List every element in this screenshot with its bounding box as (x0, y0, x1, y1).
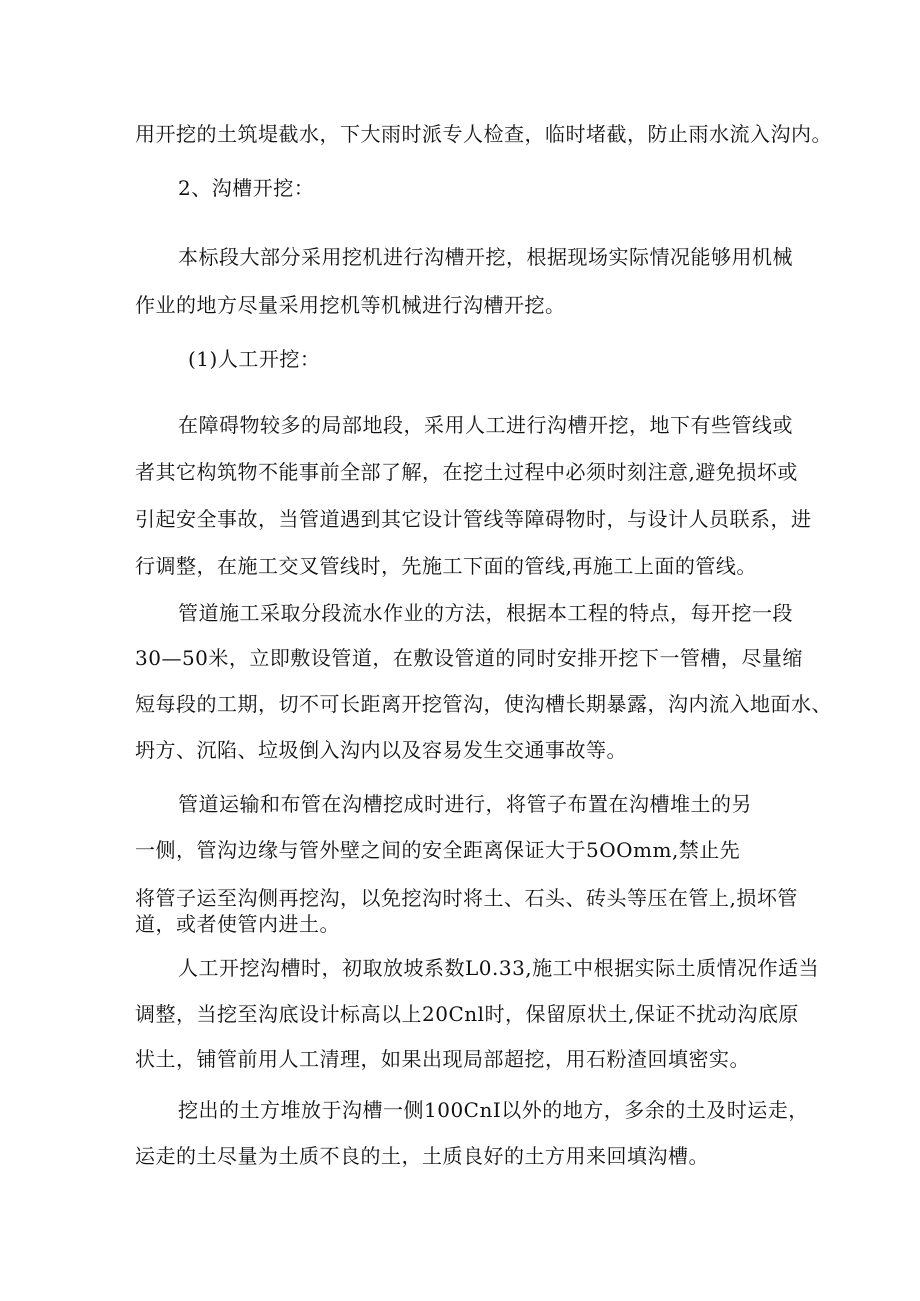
text-line-13: 坍方、沉陷、垃圾倒入沟内以及容易发生交通事故等。 (135, 738, 627, 762)
text-line-19: 调整，当挖至沟底设计标高以上20Cnl时，保留原状土,保证不扰动沟底原 (135, 1002, 799, 1026)
text-line-20: 状土，铺管前用人工清理，如果出现局部超挖，用石粉渣回填密实。 (135, 1047, 750, 1071)
text-line-11: 30—50米，立即敷设管道，在敷设管道的同时安排开挖下一管槽，尽量缩 (135, 646, 803, 670)
text-line-3: 本标段大部分采用挖机进行沟槽开挖，根据现场实际情况能够用机械 (178, 245, 793, 269)
text-line-9: 行调整，在施工交叉管线时，先施工下面的管线,再施工上面的管线。 (135, 554, 757, 578)
section-heading-trench-excavation: 2、沟槽开挖： (178, 176, 315, 200)
text-line-7: 者其它构筑物不能事前全部了解，在挖土过程中必须时刻注意,避免损坏或 (135, 460, 798, 484)
text-line-21: 挖出的土方堆放于沟槽一侧100CnI以外的地方，多余的土及时运走， (178, 1098, 809, 1122)
text-line-16: 将管子运至沟侧再挖沟，以免挖沟时将土、石头、砖头等压在管上,损坏管 (135, 886, 798, 910)
text-line-10: 管道施工采取分段流水作业的方法，根据本工程的特点，每开挖一段 (178, 601, 793, 625)
text-line-17: 道，或者使管内进土。 (135, 912, 340, 936)
text-line-18: 人工开挖沟槽时，初取放坡系数L0.33,施工中根据实际土质情况作适当 (178, 956, 820, 980)
text-line-6: 在障碍物较多的局部地段，采用人工进行沟槽开挖，地下有些管线或 (178, 413, 793, 437)
text-line-14: 管道运输和布管在沟槽挖成时进行，将管子布置在沟槽堆土的另 (178, 792, 752, 816)
text-line-15: 一侧，管沟边缘与管外壁之间的安全距离保证大于5OOmm,禁止先 (135, 838, 741, 862)
text-line-8: 引起安全事故，当管道遇到其它设计管线等障碍物时，与设计人员联系，进 (135, 507, 812, 531)
text-line-4: 作业的地方尽量采用挖机等机械进行沟槽开挖。 (135, 293, 566, 317)
text-line-22: 运走的土尽量为土质不良的土，土质良好的土方用来回填沟槽。 (135, 1144, 709, 1168)
text-line-1: 用开挖的土筑堤截水，下大雨时派专人检查，临时堵截，防止雨水流入沟内。 (135, 122, 832, 146)
subsection-heading-manual-excavation: (1)人工开挖： (188, 347, 321, 371)
text-line-12: 短每段的工期，切不可长距离开挖管沟，使沟槽长期暴露，沟内流入地面水、 (135, 692, 832, 716)
